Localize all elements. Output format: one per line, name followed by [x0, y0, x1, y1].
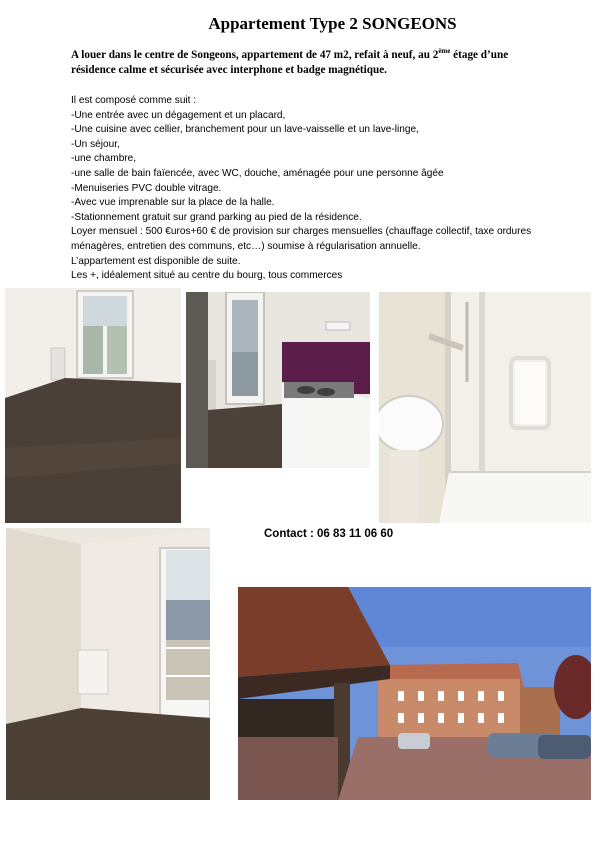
intro-paragraph	[71, 48, 571, 78]
detail-item: -Menuiseries PVC double vitrage.	[71, 182, 222, 194]
detail-item: -Un séjour,	[71, 138, 120, 150]
shower-room-photo	[379, 292, 591, 523]
contact-phone: Contact : 06 83 11 06 60	[264, 528, 394, 540]
extras: Les +, idéalement situé au centre du bourg, tous commerces	[71, 270, 343, 282]
detail-item: -une salle de bain faïencée, avec WC, douche, aménagée pour une personne âgée	[71, 167, 444, 179]
details-section	[71, 94, 586, 284]
bedroom-photo	[6, 528, 210, 800]
intro-line-2: résidence calme et sécurisée avec interphone et badge magnétique.	[71, 64, 387, 76]
intro-text: A louer dans le centre de Songeons, appartement de 47 m2, refait à neuf, au 2	[71, 49, 439, 61]
availability: L’appartement est disponible de suite.	[71, 255, 241, 267]
detail-item: -Stationnement gratuit sur grand parking au pied de la résidence.	[71, 211, 362, 223]
rent-details: Loyer mensuel : 500 €uros+60 € de provision sur charges mensuelles (chauffage collectif, taxe ordures ménagères, entretien des communs, etc…) soumise à régularisation annuelle.	[71, 226, 532, 252]
living-room-photo	[5, 288, 181, 523]
intro-text-end: étage d’une	[450, 49, 509, 61]
details-heading: Il est composé comme suit :	[71, 95, 197, 106]
detail-item: -Avec vue imprenable sur la place de la halle.	[71, 197, 275, 209]
intro-superscript: ème	[438, 47, 451, 55]
town-square-photo	[238, 587, 591, 800]
detail-item: -Une entrée avec un dégagement et un placard,	[71, 109, 286, 121]
page-title: Appartement Type 2 SONGEONS	[208, 14, 457, 33]
detail-item: -une chambre,	[71, 153, 137, 165]
kitchen-photo	[186, 292, 370, 468]
detail-item: -Une cuisine avec cellier, branchement pour un lave-vaisselle et un lave-linge,	[71, 124, 419, 136]
